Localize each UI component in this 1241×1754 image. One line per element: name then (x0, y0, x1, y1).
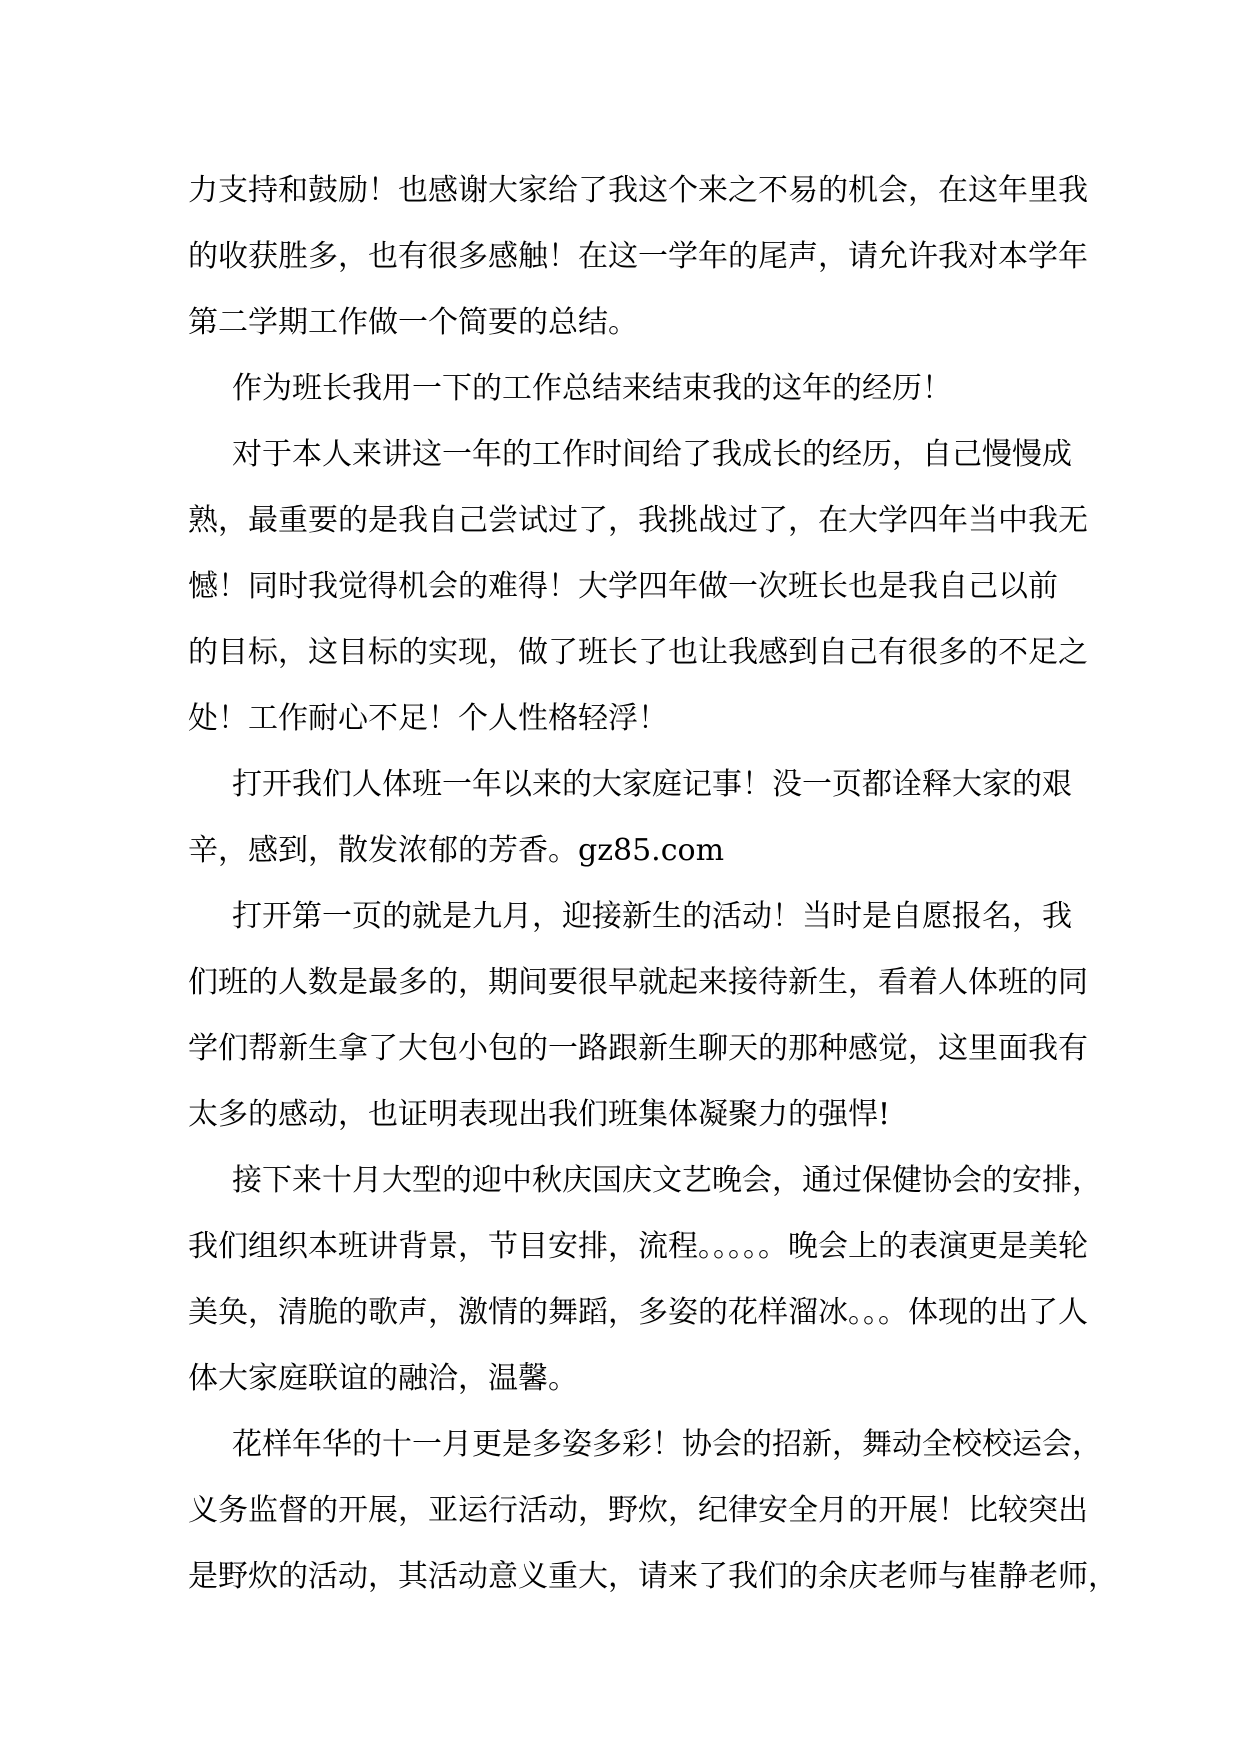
document-body (188, 158, 1118, 1610)
text-line: 花样年华的十一月更是多姿多彩！协会的招新，舞动全校校运会， (232, 1427, 1102, 1462)
paragraph-1 (188, 158, 1088, 356)
text-line: 学们帮新生拿了大包小包的一路跟新生聊天的那种感觉，这里面我有 (188, 1031, 1088, 1066)
text-line: 义务监督的开展，亚运行活动，野炊，纪律安全月的开展！比较突出 (188, 1493, 1088, 1528)
paragraph-6 (188, 1148, 1102, 1412)
text-line: 对于本人来讲这一年的工作时间给了我成长的经历，自己慢慢成 (232, 437, 1072, 472)
text-line: 我们组织本班讲背景，节目安排，流程。。。。。晚会上的表演更是美轮 (188, 1229, 1088, 1264)
text-line: 是野炊的活动，其活动意义重大，请来了我们的余庆老师与崔静老师， (188, 1559, 1118, 1594)
text-line: 辛，感到，散发浓郁的芳香。gz85.com (188, 833, 725, 868)
text-line: 体大家庭联谊的融洽，温馨。 (188, 1361, 578, 1396)
text-line: 作为班长我用一下的工作总结来结束我的这年的经历！ (232, 371, 952, 406)
text-line: 打开我们人体班一年以来的大家庭记事！没一页都诠释大家的艰 (232, 767, 1072, 802)
text-line: 接下来十月大型的迎中秋庆国庆文艺晚会，通过保健协会的安排， (232, 1163, 1102, 1198)
text-line: 美奂，清脆的歌声，激情的舞蹈，多姿的花样溜冰。。。体现的出了人 (188, 1295, 1088, 1330)
text-line: 力支持和鼓励！也感谢大家给了我这个来之不易的机会，在这年里我 (188, 173, 1088, 208)
paragraph-3 (188, 422, 1088, 752)
text-line: 熟，最重要的是我自己尝试过了，我挑战过了，在大学四年当中我无 (188, 503, 1088, 538)
text-line: 第二学期工作做一个简要的总结。 (188, 305, 638, 340)
text-line: 的目标，这目标的实现，做了班长了也让我感到自己有很多的不足之 (188, 635, 1088, 670)
text-line: 憾！同时我觉得机会的难得！大学四年做一次班长也是我自己以前 (188, 569, 1058, 604)
paragraph-7 (188, 1412, 1118, 1610)
paragraph-4 (188, 752, 1072, 884)
paragraph-2 (188, 356, 1056, 422)
text-line: 处！工作耐心不足！个人性格轻浮！ (188, 701, 668, 736)
paragraph-5 (188, 884, 1088, 1148)
text-line: 的收获胜多，也有很多感触！在这一学年的尾声，请允许我对本学年 (188, 239, 1088, 274)
text-line: 们班的人数是最多的，期间要很早就起来接待新生，看着人体班的同 (188, 965, 1088, 1000)
text-line: 打开第一页的就是九月，迎接新生的活动！当时是自愿报名，我 (232, 899, 1072, 934)
text-line: 太多的感动，也证明表现出我们班集体凝聚力的强悍! (188, 1097, 891, 1132)
